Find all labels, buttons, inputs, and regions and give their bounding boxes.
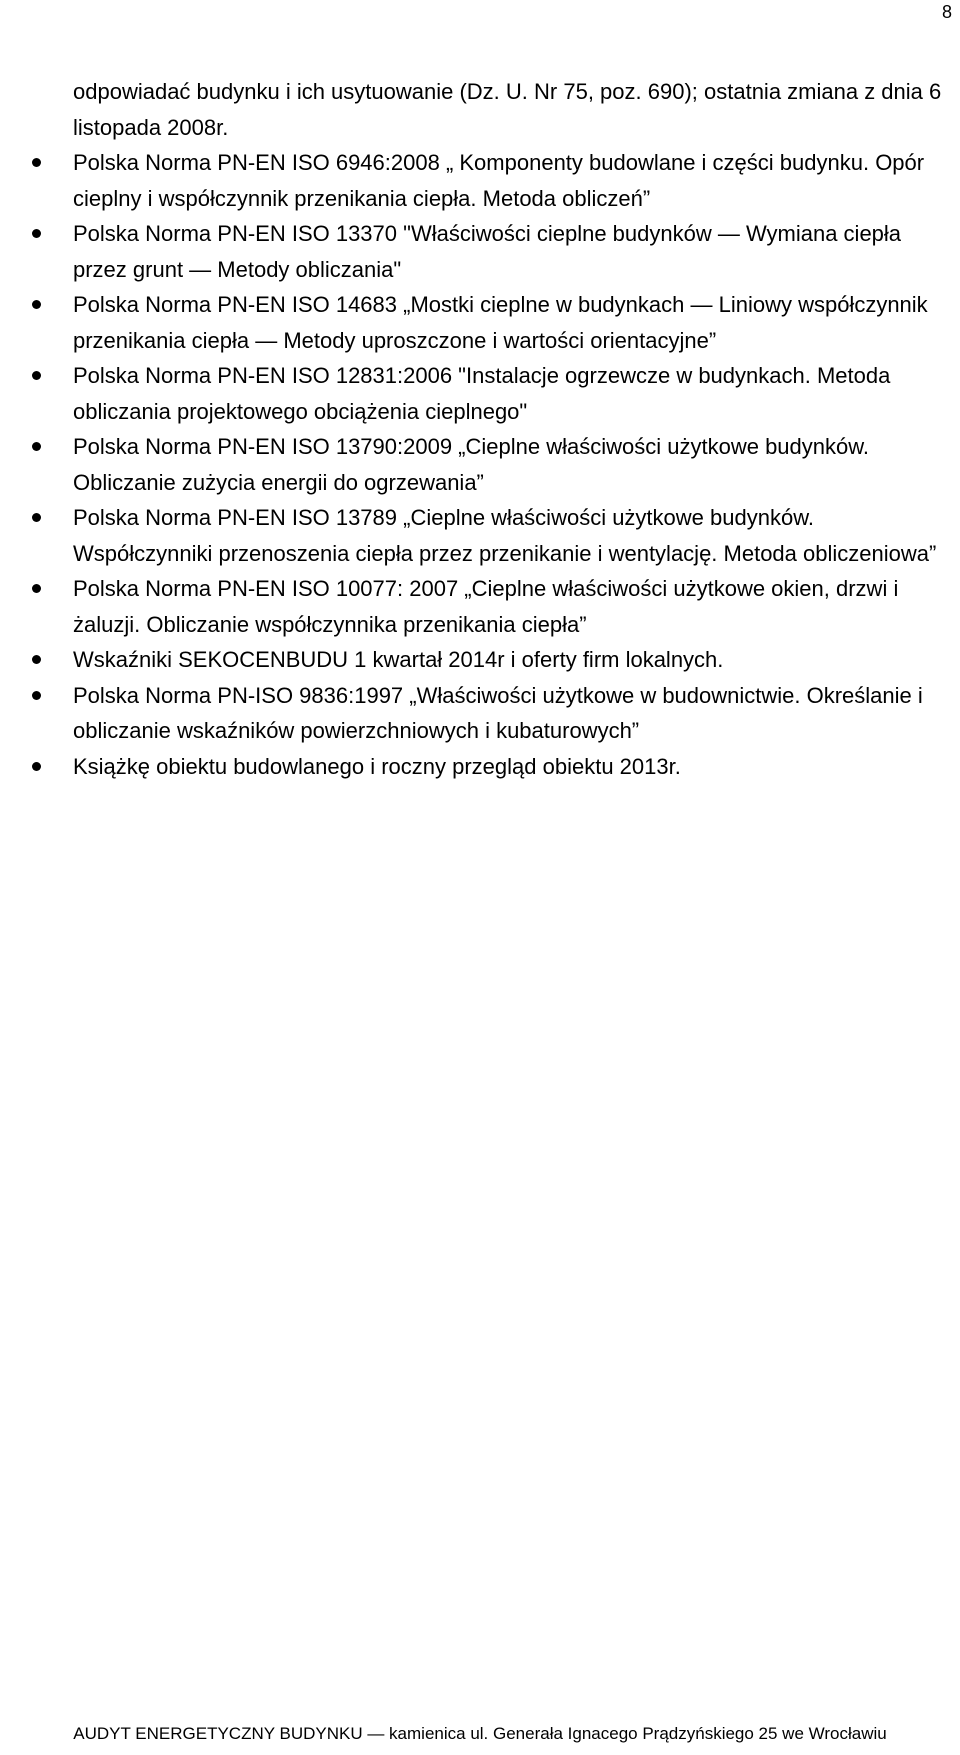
list-item — [73, 216, 945, 287]
bullet-icon — [32, 371, 41, 380]
list-item-text: Polska Norma PN-EN ISO 6946:2008 „ Komponenty budowlane i części budynku. Opór cieplny i współczynnik przenikania ciepła. Metoda obliczeń” — [73, 150, 925, 211]
list-item-text: Wskaźniki SEKOCENBUDU 1 kwartał 2014r i oferty firm lokalnych. — [73, 647, 724, 672]
bullet-icon — [32, 513, 41, 522]
list-item — [73, 642, 945, 678]
list-item — [73, 678, 945, 749]
list-item-text: Polska Norma PN-EN ISO 14683 „Mostki cieplne w budynkach — Liniowy współczynnik przenikania ciepła — Metody uproszczone i wartości orientacyjne” — [73, 292, 928, 353]
intro-paragraph: odpowiadać budynku i ich usytuowanie (Dz. U. Nr 75, poz. 690); ostatnia zmiana z dnia 6 listopada 2008r. — [73, 79, 942, 140]
list-item-text: Polska Norma PN-EN ISO 12831:2006 "Instalacje ogrzewcze w budynkach. Metoda obliczania projektowego obciążenia cieplnego" — [73, 363, 891, 424]
bullet-icon — [32, 691, 41, 700]
list-item-text: Polska Norma PN-EN ISO 13789 „Cieplne właściwości użytkowe budynków. Współczynniki przenoszenia ciepła przez przenikanie i wentylację. Metoda obliczeniowa” — [73, 505, 937, 566]
list-item — [73, 358, 945, 429]
list-item — [73, 287, 945, 358]
document-body — [73, 74, 945, 784]
list-item — [73, 500, 945, 571]
bullet-icon — [32, 442, 41, 451]
page-footer: AUDYT ENERGETYCZNY BUDYNKU — kamienica ul. Generała Ignacego Prądzyńskiego 25 we Wrocławiu — [73, 1724, 887, 1743]
bullet-icon — [32, 158, 41, 167]
list-item — [73, 145, 945, 216]
bullet-icon — [32, 229, 41, 238]
list-item-text: Polska Norma PN-EN ISO 10077: 2007 „Cieplne właściwości użytkowe okien, drzwi i żaluzji. Obliczanie współczynnika przenikania ciepła” — [73, 576, 899, 637]
list-item — [73, 571, 945, 642]
bullet-icon — [32, 300, 41, 309]
list-item-text: Książkę obiektu budowlanego i roczny przegląd obiektu 2013r. — [73, 753, 681, 779]
bullet-icon — [32, 762, 41, 771]
list-item-text: Polska Norma PN-EN ISO 13790:2009 „Cieplne właściwości użytkowe budynków. Obliczanie zużycia energii do ogrzewania” — [73, 434, 870, 495]
list-item — [73, 749, 945, 785]
list-item — [73, 429, 945, 500]
page-number: 8 — [941, 2, 952, 22]
list-item-text: Polska Norma PN-EN ISO 13370 "Właściwości cieplne budynków — Wymiana ciepła przez grunt — Metody obliczania" — [73, 221, 902, 282]
bullet-icon — [32, 655, 41, 664]
bullet-icon — [32, 584, 41, 593]
list-item-text: Polska Norma PN-ISO 9836:1997 „Właściwości użytkowe w budownictwie. Określanie i obliczanie wskaźników powierzchniowych i kubaturowych” — [73, 682, 923, 743]
references-list — [73, 145, 945, 784]
